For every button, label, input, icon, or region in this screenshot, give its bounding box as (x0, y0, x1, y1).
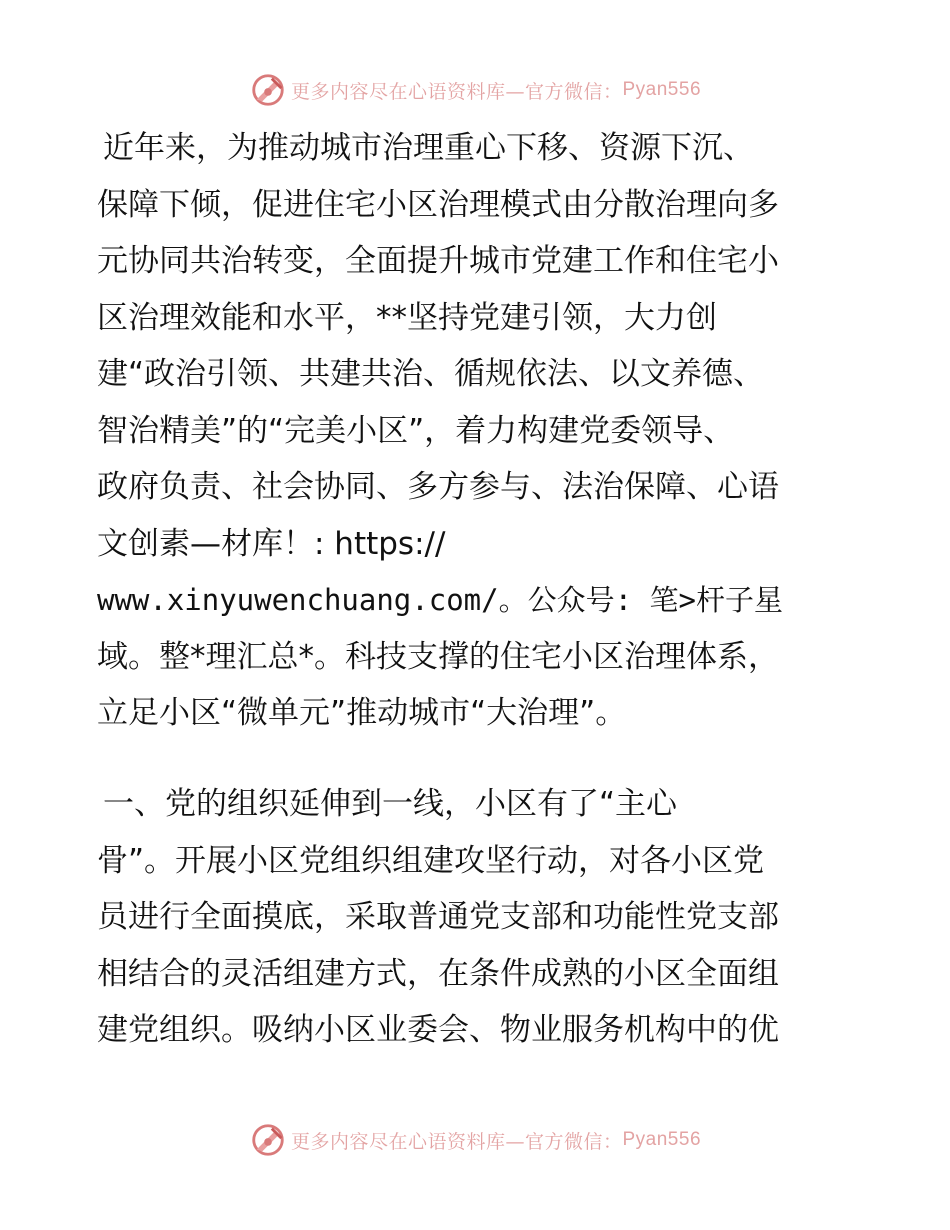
text-line: 智治精美”的“完美小区”，着力构建党委领导、 (97, 412, 735, 449)
watermark-text: 更多内容尽在心语资料库—官方微信： (290, 1130, 623, 1153)
paragraph-1 (97, 120, 857, 742)
watermark-header (0, 70, 950, 110)
text-line: 员进行全面摸底，采取普通党支部和功能性党支部 (97, 899, 779, 935)
watermark-footer (0, 1120, 950, 1160)
watermark-text: 更多内容尽在心语资料库—官方微信： (290, 80, 623, 103)
text-line: 相结合的灵活组建方式，在条件成熟的小区全面组 (97, 955, 779, 992)
red-stamp-logo-icon (249, 1121, 287, 1159)
text-line: 建“政治引领、共建共治、循规依法、以文养德、 (97, 356, 765, 392)
text-line-url: www.xinyuwenchuang.com/。公众号: 笔>杆子星 (97, 583, 783, 617)
section-heading-line: 一、党的组织延伸到一线，小区有了“主心 (103, 786, 678, 822)
paragraph-2 (97, 776, 857, 1059)
text-line: 立足小区“微单元”推动城市“大治理”。 (97, 695, 627, 731)
text-line: 近年来，为推动城市治理重心下移、资源下沉、 (103, 130, 754, 166)
watermark-wechat-id: Pyan556 (622, 1129, 702, 1150)
text-line: 区治理效能和水平，**坚持党建引领，大力创 (97, 299, 717, 336)
watermark-wechat-id: Pyan556 (622, 79, 702, 100)
text-line: 政府负责、社会协同、多方参与、法治保障、心语 (97, 469, 779, 505)
text-line-url: 文创素—材库！: https:// (97, 525, 446, 562)
text-line: 建党组织。吸纳小区业委会、物业服务机构中的优 (97, 1012, 779, 1048)
text-line: 域。整*理汇总*。科技支撑的住宅小区治理体系， (97, 638, 779, 675)
text-line: 骨”。开展小区党组织组建攻坚行动，对各小区党 (97, 842, 765, 879)
red-stamp-logo-icon (249, 71, 287, 109)
text-line: 元协同共治转变，全面提升城市党建工作和住宅小 (97, 243, 779, 279)
text-line: 保障下倾，促进住宅小区治理模式由分散治理向多 (97, 186, 779, 223)
